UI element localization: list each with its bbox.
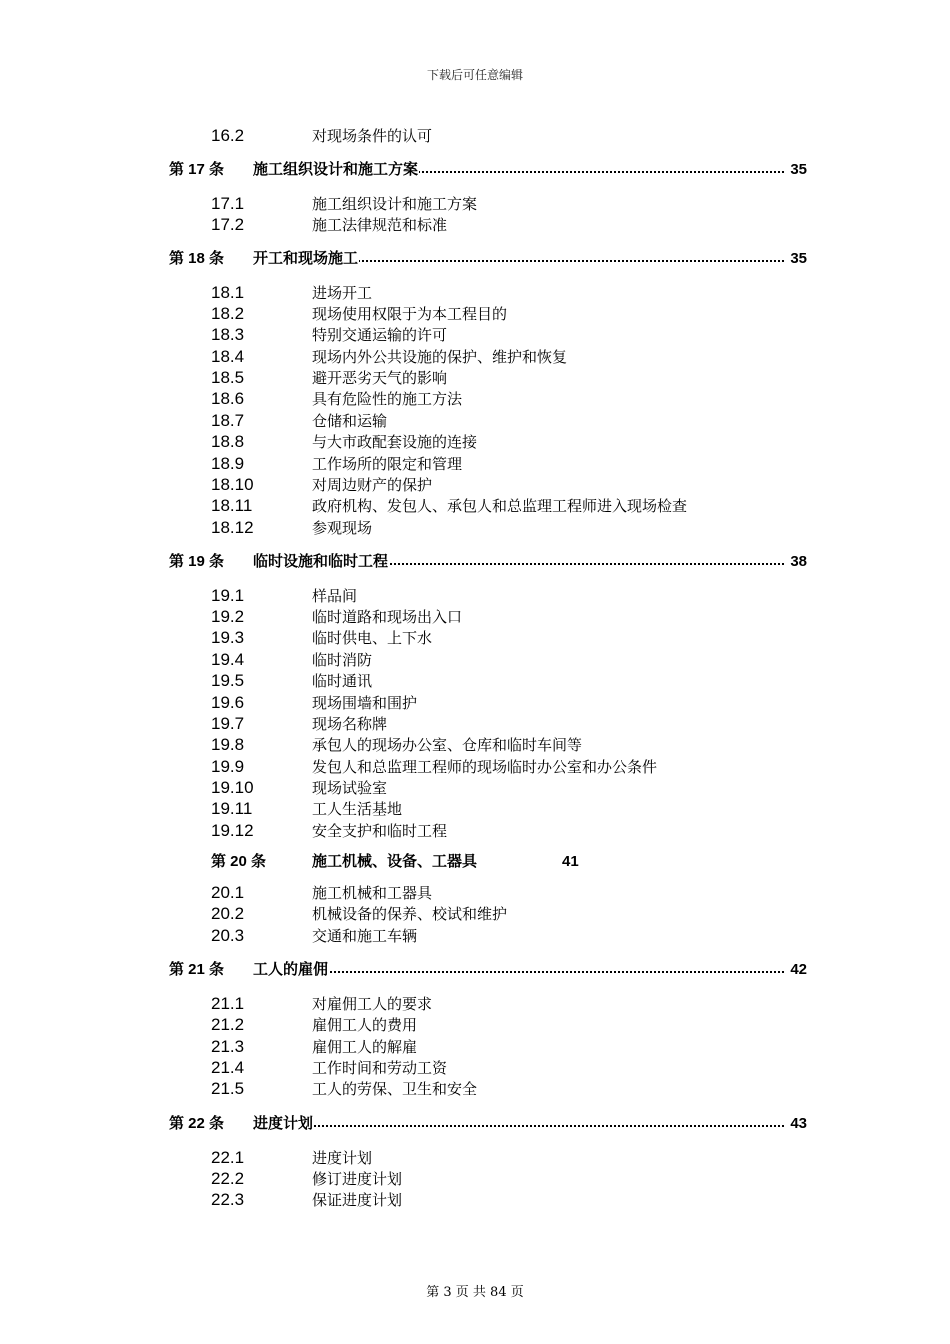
toc-subentry xyxy=(0,1168,950,1190)
toc-entry-title: 雇佣工人的解雇 xyxy=(312,1038,418,1056)
toc-chapter-entry xyxy=(0,551,950,573)
toc-entry-number: 19.8 xyxy=(211,735,245,754)
toc-subentry xyxy=(0,692,950,714)
toc-entry-number: 19.4 xyxy=(211,650,245,669)
toc-entry-title: 现场名称牌 xyxy=(312,715,388,733)
toc-subentry xyxy=(0,388,950,410)
toc-entry-title: 安全支护和临时工程 xyxy=(312,822,448,840)
toc-chapter-entry xyxy=(0,959,950,981)
toc-entry-title: 施工法律规范和标准 xyxy=(312,216,448,234)
toc-entry-title: 临时消防 xyxy=(312,651,373,669)
toc-entry-number: 20.3 xyxy=(211,926,245,945)
toc-entry-number: 19.2 xyxy=(211,607,245,626)
toc-article-label: 第 19 条 xyxy=(169,553,225,570)
toc-entry-title: 交通和施工车辆 xyxy=(312,927,418,945)
toc-entry-number: 18.5 xyxy=(211,368,245,387)
toc-subentry xyxy=(0,303,950,325)
toc-entry-number: 17.1 xyxy=(211,194,245,213)
toc-entry-title: 施工组织设计和施工方案 xyxy=(312,195,478,213)
toc-entry-number: 21.2 xyxy=(211,1015,245,1034)
toc-subentry xyxy=(0,649,950,671)
toc-entry-number: 21.1 xyxy=(211,994,245,1013)
toc-entry-number: 21.5 xyxy=(211,1079,245,1098)
toc-subentry xyxy=(0,903,950,925)
toc-entry-number: 21.4 xyxy=(211,1058,245,1077)
toc-subentry xyxy=(0,820,950,842)
toc-entry-number: 19.1 xyxy=(211,586,245,605)
toc-page-number: 42 xyxy=(790,961,807,978)
toc-subentry xyxy=(0,453,950,475)
toc-entry-number: 19.10 xyxy=(211,778,254,797)
toc-entry-title: 临时通讯 xyxy=(312,672,373,690)
page-header: 下载后可任意编辑 xyxy=(426,68,523,82)
toc-page-number: 41 xyxy=(562,853,579,870)
toc-entry-title: 进度计划 xyxy=(312,1149,373,1167)
page-footer: 第 3 页 共 84 页 xyxy=(426,1285,524,1300)
toc-subentry xyxy=(0,670,950,692)
toc-entry-title: 保证进度计划 xyxy=(312,1191,403,1209)
toc-chapter-title: 进度计划 xyxy=(253,1113,314,1135)
toc-entry-title: 施工机械和工器具 xyxy=(312,884,433,902)
toc-subentry xyxy=(0,410,950,432)
toc-entry-number: 19.9 xyxy=(211,757,245,776)
toc-entry-number: 22.3 xyxy=(211,1190,245,1209)
toc-page-number: 38 xyxy=(790,553,807,570)
toc-entry-title: 样品间 xyxy=(312,587,358,605)
toc-article-label: 第 21 条 xyxy=(169,961,225,978)
toc-subentry xyxy=(0,882,950,904)
toc-chapter-entry xyxy=(0,851,950,873)
toc-subentry xyxy=(0,777,950,799)
toc-subentry xyxy=(0,474,950,496)
toc-chapter-title: 施工组织设计和施工方案 xyxy=(253,159,419,181)
dot-leader xyxy=(253,1125,784,1127)
toc-page-number: 35 xyxy=(790,161,807,178)
toc-entry-title: 工作场所的限定和管理 xyxy=(312,455,463,473)
toc-subentry xyxy=(0,1078,950,1100)
toc-entry-number: 18.4 xyxy=(211,347,245,366)
toc-entry-title: 雇佣工人的费用 xyxy=(312,1016,418,1034)
toc-subentry xyxy=(0,346,950,368)
toc-entry-number: 19.6 xyxy=(211,693,245,712)
toc-article-label: 第 17 条 xyxy=(169,161,225,178)
toc-subentry xyxy=(0,431,950,453)
toc-subentry xyxy=(0,585,950,607)
toc-entry-title: 仓储和运输 xyxy=(312,412,388,430)
toc-subentry xyxy=(0,1014,950,1036)
toc-entry-number: 18.12 xyxy=(211,518,254,537)
toc-entry-title: 现场内外公共设施的保护、维护和恢复 xyxy=(312,348,568,366)
toc-entry-title: 承包人的现场办公室、仓库和临时车间等 xyxy=(312,736,583,754)
toc-entry-title: 特别交通运输的许可 xyxy=(312,326,448,344)
toc-article-label: 第 20 条 xyxy=(211,853,267,870)
toc-chapter-title: 开工和现场施工 xyxy=(253,248,359,270)
toc-entry-title: 现场试验室 xyxy=(312,779,388,797)
toc-entry-number: 16.2 xyxy=(211,126,245,145)
toc-entry-number: 21.3 xyxy=(211,1037,245,1056)
toc-subentry xyxy=(0,1057,950,1079)
toc-entry-title: 工作时间和劳动工资 xyxy=(312,1059,448,1077)
toc-entry-number: 18.9 xyxy=(211,454,245,473)
toc-entry-number: 19.11 xyxy=(211,799,253,818)
toc-entry-number: 20.2 xyxy=(211,904,245,923)
toc-entry-number: 18.2 xyxy=(211,304,245,323)
toc-entry-number: 20.1 xyxy=(211,883,245,902)
toc-chapter-entry xyxy=(0,248,950,270)
toc-page-number: 35 xyxy=(790,250,807,267)
toc-entry-title: 参观现场 xyxy=(312,519,373,537)
toc-entry-title: 发包人和总监理工程师的现场临时办公室和办公条件 xyxy=(312,758,658,776)
toc-chapter-title: 临时设施和临时工程 xyxy=(253,551,389,573)
toc-entry-title: 与大市政配套设施的连接 xyxy=(312,433,478,451)
toc-entry-title: 现场使用权限于为本工程目的 xyxy=(312,305,508,323)
toc-entry-number: 18.7 xyxy=(211,411,245,430)
toc-entry-title: 机械设备的保养、校试和维护 xyxy=(312,905,508,923)
toc-entry-number: 19.3 xyxy=(211,628,245,647)
toc-entry-number: 19.12 xyxy=(211,821,254,840)
toc-entry-number: 18.11 xyxy=(211,496,253,515)
toc-entry-number: 18.3 xyxy=(211,325,245,344)
toc-subentry xyxy=(0,125,950,147)
toc-entry-title: 对现场条件的认可 xyxy=(312,127,433,145)
toc-entry-number: 18.8 xyxy=(211,432,245,451)
toc-entry-number: 22.1 xyxy=(211,1148,245,1167)
toc-subentry xyxy=(0,517,950,539)
toc-chapter-title: 工人的雇佣 xyxy=(253,959,329,981)
toc-entry-title: 现场围墙和围护 xyxy=(312,694,418,712)
toc-entry-title: 进场开工 xyxy=(312,284,373,302)
toc-subentry xyxy=(0,798,950,820)
toc-subentry xyxy=(0,193,950,215)
toc-subentry xyxy=(0,606,950,628)
toc-entry-title: 修订进度计划 xyxy=(312,1170,403,1188)
toc-subentry xyxy=(0,367,950,389)
toc-subentry xyxy=(0,756,950,778)
toc-entry-title: 具有危险性的施工方法 xyxy=(312,390,463,408)
toc-subentry xyxy=(0,324,950,346)
toc-subentry xyxy=(0,1189,950,1211)
dot-leader xyxy=(253,971,784,973)
toc-page-number: 43 xyxy=(790,1115,807,1132)
toc-entry-title: 工人生活基地 xyxy=(312,800,403,818)
toc-article-label: 第 22 条 xyxy=(169,1115,225,1132)
toc-subentry xyxy=(0,1036,950,1058)
toc-subentry xyxy=(0,282,950,304)
toc-entry-title: 临时供电、上下水 xyxy=(312,629,433,647)
toc-entry-number: 22.2 xyxy=(211,1169,245,1188)
toc-entry-number: 19.5 xyxy=(211,671,245,690)
toc-entry-title: 对雇佣工人的要求 xyxy=(312,995,433,1013)
toc-subentry xyxy=(0,627,950,649)
toc-entry-number: 18.1 xyxy=(211,283,245,302)
toc-subentry xyxy=(0,1147,950,1169)
toc-entry-number: 19.7 xyxy=(211,714,245,733)
toc-entry-number: 18.10 xyxy=(211,475,254,494)
toc-chapter-title: 施工机械、设备、工器具 xyxy=(312,853,478,870)
toc-entry-title: 工人的劳保、卫生和安全 xyxy=(312,1080,478,1098)
toc-article-label: 第 18 条 xyxy=(169,250,225,267)
toc-subentry xyxy=(0,495,950,517)
toc-entry-title: 对周边财产的保护 xyxy=(312,476,433,494)
toc-subentry xyxy=(0,713,950,735)
toc-subentry xyxy=(0,993,950,1015)
toc-entry-title: 临时道路和现场出入口 xyxy=(312,608,463,626)
toc-subentry xyxy=(0,214,950,236)
toc-subentry xyxy=(0,925,950,947)
toc-chapter-entry xyxy=(0,1113,950,1135)
toc-entry-title: 避开恶劣天气的影响 xyxy=(312,369,448,387)
toc-entry-number: 18.6 xyxy=(211,389,245,408)
toc-entry-number: 17.2 xyxy=(211,215,245,234)
toc-chapter-entry xyxy=(0,159,950,181)
toc-entry-title: 政府机构、发包人、承包人和总监理工程师进入现场检查 xyxy=(312,497,688,515)
toc-subentry xyxy=(0,734,950,756)
